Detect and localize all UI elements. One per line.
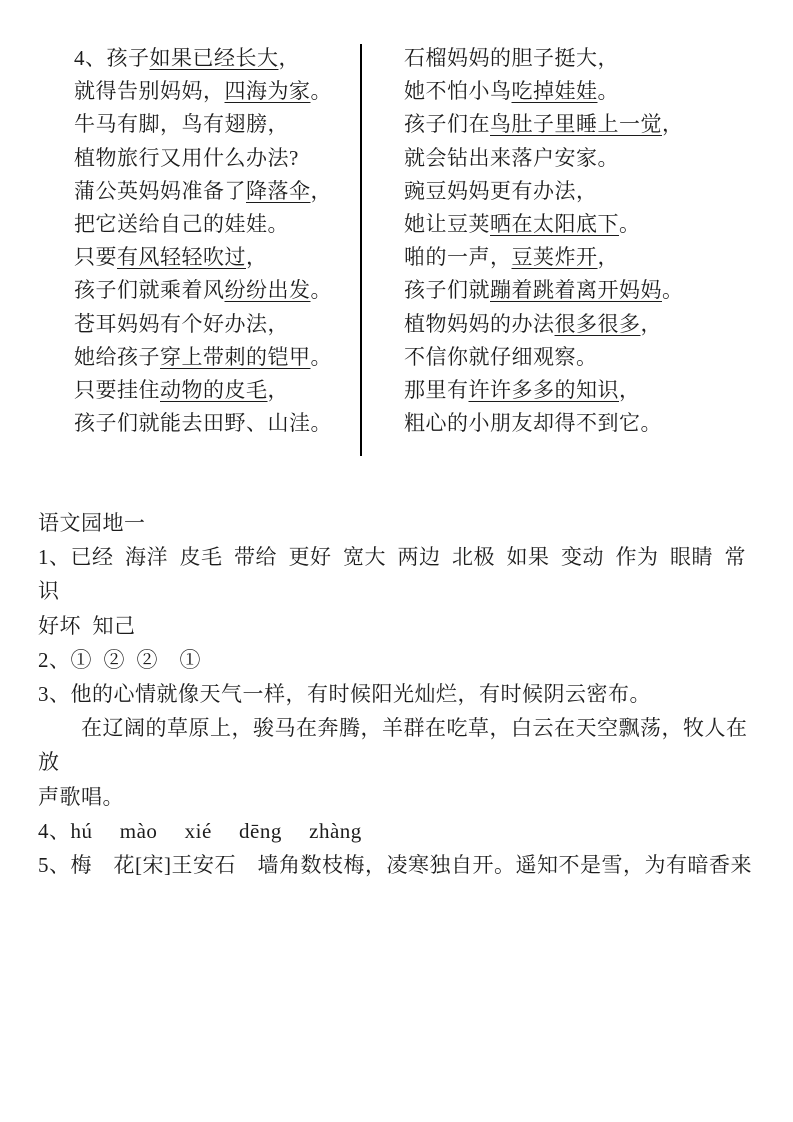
poem-left-column xyxy=(74,42,360,440)
plain-text: 。 xyxy=(310,278,332,303)
plain-text: 不信你就仔细观察。 xyxy=(404,344,598,369)
plain-text: 牛马有脚，鸟有翅膀， xyxy=(74,112,289,137)
plain-text: 她给孩子 xyxy=(74,344,160,369)
plain-text: 孩子们就 xyxy=(404,278,490,303)
plain-text: 她不怕小鸟 xyxy=(404,79,512,104)
poem-line xyxy=(404,142,764,175)
answer-line: 1、已经 海洋 皮毛 带给 更好 宽大 两边 北极 如果 变动 作为 眼睛 常识 xyxy=(38,545,746,604)
plain-text: 孩子们在 xyxy=(404,112,490,137)
plain-text: ， xyxy=(267,378,289,403)
plain-text: 。 xyxy=(597,79,619,104)
answer-line: 语文园地一 xyxy=(38,511,146,535)
answer-line: 5、梅 花[宋]王安石 墙角数枝梅，凌寒独自开。遥知不是雪，为有暗香来 xyxy=(38,853,752,878)
plain-text: 把它送给自己的娃娃。 xyxy=(74,212,289,237)
plain-text: ， xyxy=(246,245,268,270)
poem-line xyxy=(404,341,764,374)
underlined-text: 如果已经长大 xyxy=(149,46,279,70)
plain-text: ， xyxy=(640,311,662,336)
poem-line xyxy=(404,75,764,108)
plain-text: 孩子们就能去田野、山洼。 xyxy=(74,411,332,436)
poem-line xyxy=(74,308,360,341)
poem-line xyxy=(74,274,360,307)
plain-text: 豌豆妈妈更有办法， xyxy=(404,178,598,203)
answer-line: 2、① ② ② ① xyxy=(38,647,201,672)
plain-text: ， xyxy=(278,46,300,70)
poem-line xyxy=(404,108,764,141)
plain-text: 植物妈妈的办法 xyxy=(404,311,555,336)
underlined-text: 许许多多的知识 xyxy=(468,378,619,403)
plain-text: ， xyxy=(597,245,619,270)
underlined-text: 动物的皮毛 xyxy=(160,378,268,403)
poem-line xyxy=(74,374,360,407)
poem-line xyxy=(74,208,360,241)
plain-text: 只要挂住 xyxy=(74,378,160,403)
answer-line: 在辽阔的草原上，骏马在奔腾，羊群在吃草，白云在天空飘荡，牧人在放 xyxy=(38,716,748,775)
poem-line xyxy=(74,241,360,274)
underlined-text: 很多很多 xyxy=(554,311,641,336)
answer-line: 3、他的心情就像天气一样，有时候阳光灿烂，有时候阴云密布。 xyxy=(38,682,651,707)
poem-line xyxy=(404,241,764,274)
plain-text: 只要 xyxy=(74,245,117,270)
answer-line: 好坏 知己 xyxy=(38,613,136,638)
plain-text: 4、孩子 xyxy=(74,46,150,70)
underlined-text: 鸟肚子里睡上一觉 xyxy=(490,112,662,137)
poem-line xyxy=(74,42,360,75)
poem-line xyxy=(404,175,764,208)
underlined-text: 豆荚炸开 xyxy=(511,245,598,270)
plain-text: 孩子们就乘着风 xyxy=(74,278,225,303)
plain-text: 她让豆荚 xyxy=(404,212,490,237)
poem-line xyxy=(74,175,360,208)
answers-section xyxy=(38,506,762,882)
poem-line xyxy=(404,42,764,75)
poem-line xyxy=(404,274,764,307)
poem-line xyxy=(74,142,360,175)
underlined-text: 蹦着跳着离开妈妈 xyxy=(490,278,662,303)
underlined-text: 纷纷出发 xyxy=(224,278,311,303)
plain-text: 啪的一声， xyxy=(404,245,512,270)
poem-line xyxy=(404,208,764,241)
underlined-text: 穿上带刺的铠甲 xyxy=(160,344,311,369)
plain-text: 。 xyxy=(619,212,641,237)
poem-line xyxy=(404,308,764,341)
plain-text: 就得告别妈妈， xyxy=(74,79,225,104)
underlined-text: 四海为家 xyxy=(224,79,311,104)
underlined-text: 晒在太阳底下 xyxy=(490,212,619,237)
plain-text: 蒲公英妈妈准备了 xyxy=(74,178,246,203)
plain-text: 那里有 xyxy=(404,378,469,403)
plain-text: 粗心的小朋友却得不到它。 xyxy=(404,411,662,436)
plain-text: 。 xyxy=(310,79,332,104)
plain-text: ， xyxy=(310,178,332,203)
poem-line xyxy=(74,108,360,141)
plain-text: ， xyxy=(662,112,684,137)
poem-line xyxy=(404,407,764,440)
poem-line xyxy=(74,407,360,440)
answer-line: 4、hú mào xié dēng zhàng xyxy=(38,818,362,843)
plain-text: ， xyxy=(619,378,641,403)
plain-text: 植物旅行又用什么办法? xyxy=(74,145,299,170)
underlined-text: 降落伞 xyxy=(246,178,311,203)
plain-text: 就会钻出来落户安家。 xyxy=(404,145,619,170)
plain-text: 。 xyxy=(310,344,332,369)
poem-line xyxy=(74,75,360,108)
poem-line xyxy=(74,341,360,374)
plain-text: 。 xyxy=(662,278,684,303)
plain-text: 石榴妈妈的胆子挺大， xyxy=(404,46,619,70)
answer-line: 声歌唱。 xyxy=(38,784,124,809)
poem-right-column xyxy=(404,42,764,440)
underlined-text: 有风轻轻吹过 xyxy=(117,245,246,270)
poem-line xyxy=(404,374,764,407)
plain-text: 苍耳妈妈有个好办法， xyxy=(74,311,289,336)
column-divider xyxy=(360,44,362,456)
underlined-text: 吃掉娃娃 xyxy=(511,79,598,104)
